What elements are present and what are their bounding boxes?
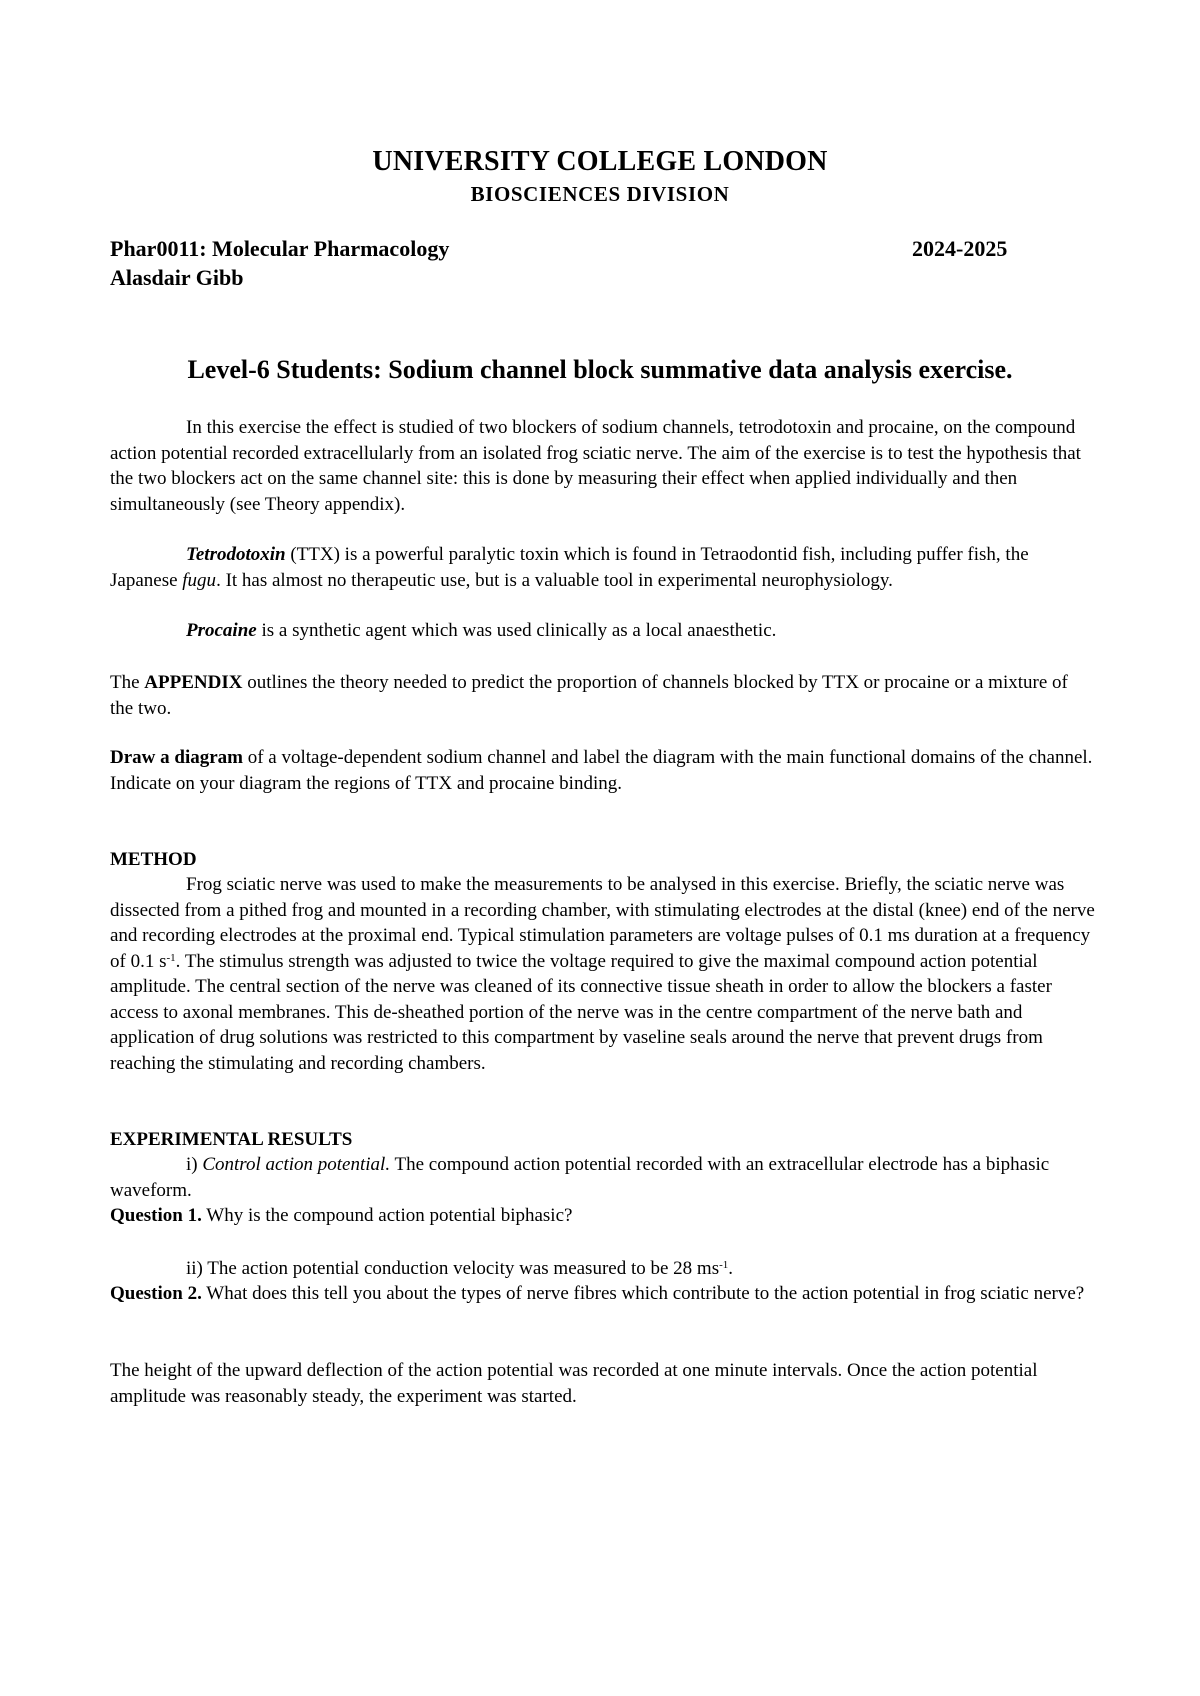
ttx-text: (TTX) is a powerful paralytic toxin which is found in Tetraodontid fish, including puffer fish, the Japanese <box>110 544 1029 591</box>
procaine-text: is a synthetic agent which was used clinically as a local anaesthetic. <box>256 620 777 641</box>
procaine-paragraph <box>110 618 1095 644</box>
diagram-text: of a voltage-dependent sodium channel and label the diagram with the main functional domains of the channel. Indicate on your diagram the regions of TTX and procaine binding. <box>110 747 1093 794</box>
course-code: Phar0011: Molecular Pharmacology <box>110 236 450 261</box>
question-2-label: Question 2. <box>110 1283 202 1304</box>
question-2-text: What does this tell you about the types of nerve fibres which contribute to the action potential in frog sciatic nerve? <box>201 1283 1085 1304</box>
appendix-bold: APPENDIX <box>144 672 243 693</box>
question-1 <box>110 1203 1095 1229</box>
results-heading: EXPERIMENTAL RESULTS <box>110 1129 353 1150</box>
question-1-label: Question 1. <box>110 1205 202 1226</box>
control-ap-paragraph <box>110 1152 1095 1203</box>
intro-paragraph: In this exercise the effect is studied of two blockers of sodium channels, tetrodotoxin and procaine, on the compound action potential recorded extracellularly from an isolated frog sciatic nerve. The aim of the exercise is to test the hypothesis that the two blockers act on the same channel site: this is done by measuring their effect when applied individually and then simultaneously (see Theory appendix). <box>110 417 1081 515</box>
method-text-end: . The stimulus strength was adjusted to twice the voltage required to give the maximal compound action potential amplitude. The central section of the nerve was cleaned of its connective tissue sheath in order to allow the blockers a faster access to axonal membranes. This de-sheathed portion of the nerve was in the centre compartment of the nerve bath and application of drug solutions was restricted to this compartment by vaseline seals around the nerve that prevent drugs from reaching the stimulating and recording chambers. <box>110 950 1052 1074</box>
question-2 <box>110 1281 1095 1307</box>
page-title: Level-6 Students: Sodium channel block summative data analysis exercise. <box>187 355 1013 384</box>
closing-paragraph: The height of the upward deflection of the action potential was recorded at one minute intervals. Once the action potential amplitude was reasonably steady, the experiment was started. <box>110 1360 1038 1407</box>
ttx-paragraph <box>110 542 1095 593</box>
velocity-end: . <box>728 1258 734 1279</box>
ttx-term: Tetrodotoxin <box>186 544 286 565</box>
method-paragraph <box>110 872 1095 1076</box>
appendix-text: outlines the theory needed to predict the proportion of channels blocked by TTX or procaine or a mixture of the two. <box>110 672 1068 719</box>
university-heading: UNIVERSITY COLLEGE LONDON <box>372 146 828 177</box>
appendix-pre: The <box>110 672 145 693</box>
fugu-term: fugu <box>182 569 217 591</box>
appendix-paragraph <box>110 670 1095 721</box>
conduction-velocity-paragraph <box>110 1256 1095 1282</box>
method-heading: METHOD <box>110 849 197 870</box>
velocity-superscript: -1 <box>719 1259 729 1271</box>
division-heading: BIOSCIENCES DIVISION <box>470 182 730 206</box>
diagram-bold: Draw a diagram <box>110 747 243 768</box>
item-i-prefix: i) <box>186 1154 203 1175</box>
author-name: Alasdair Gibb <box>110 265 244 290</box>
control-ap-text: The compound action potential recorded with an extracellular electrode has a biphasic waveform. <box>110 1154 1050 1201</box>
diagram-paragraph <box>110 745 1095 796</box>
control-ap-italic: Control action potential. <box>202 1154 391 1175</box>
question-1-text: Why is the compound action potential biphasic? <box>201 1205 573 1226</box>
ttx-text-end: . It has almost no therapeutic use, but is a valuable tool in experimental neurophysiology. <box>216 569 893 591</box>
academic-year: 2024-2025 <box>912 236 1008 261</box>
procaine-term: Procaine <box>186 620 257 641</box>
conduction-velocity-text: ii) The action potential conduction velocity was measured to be 28 ms <box>186 1258 720 1279</box>
method-superscript: -1 <box>166 951 176 964</box>
method-text: Frog sciatic nerve was used to make the measurements to be analysed in this exercise. Briefly, the sciatic nerve was dissected from a pithed frog and mounted in a recording chamber, with stimulating electrodes at the distal (knee) end of the nerve and recording electrodes at the proximal end. Typical stimulation parameters are voltage pulses of 0.1 ms duration at a frequency of 0.1 s <box>110 874 1095 972</box>
